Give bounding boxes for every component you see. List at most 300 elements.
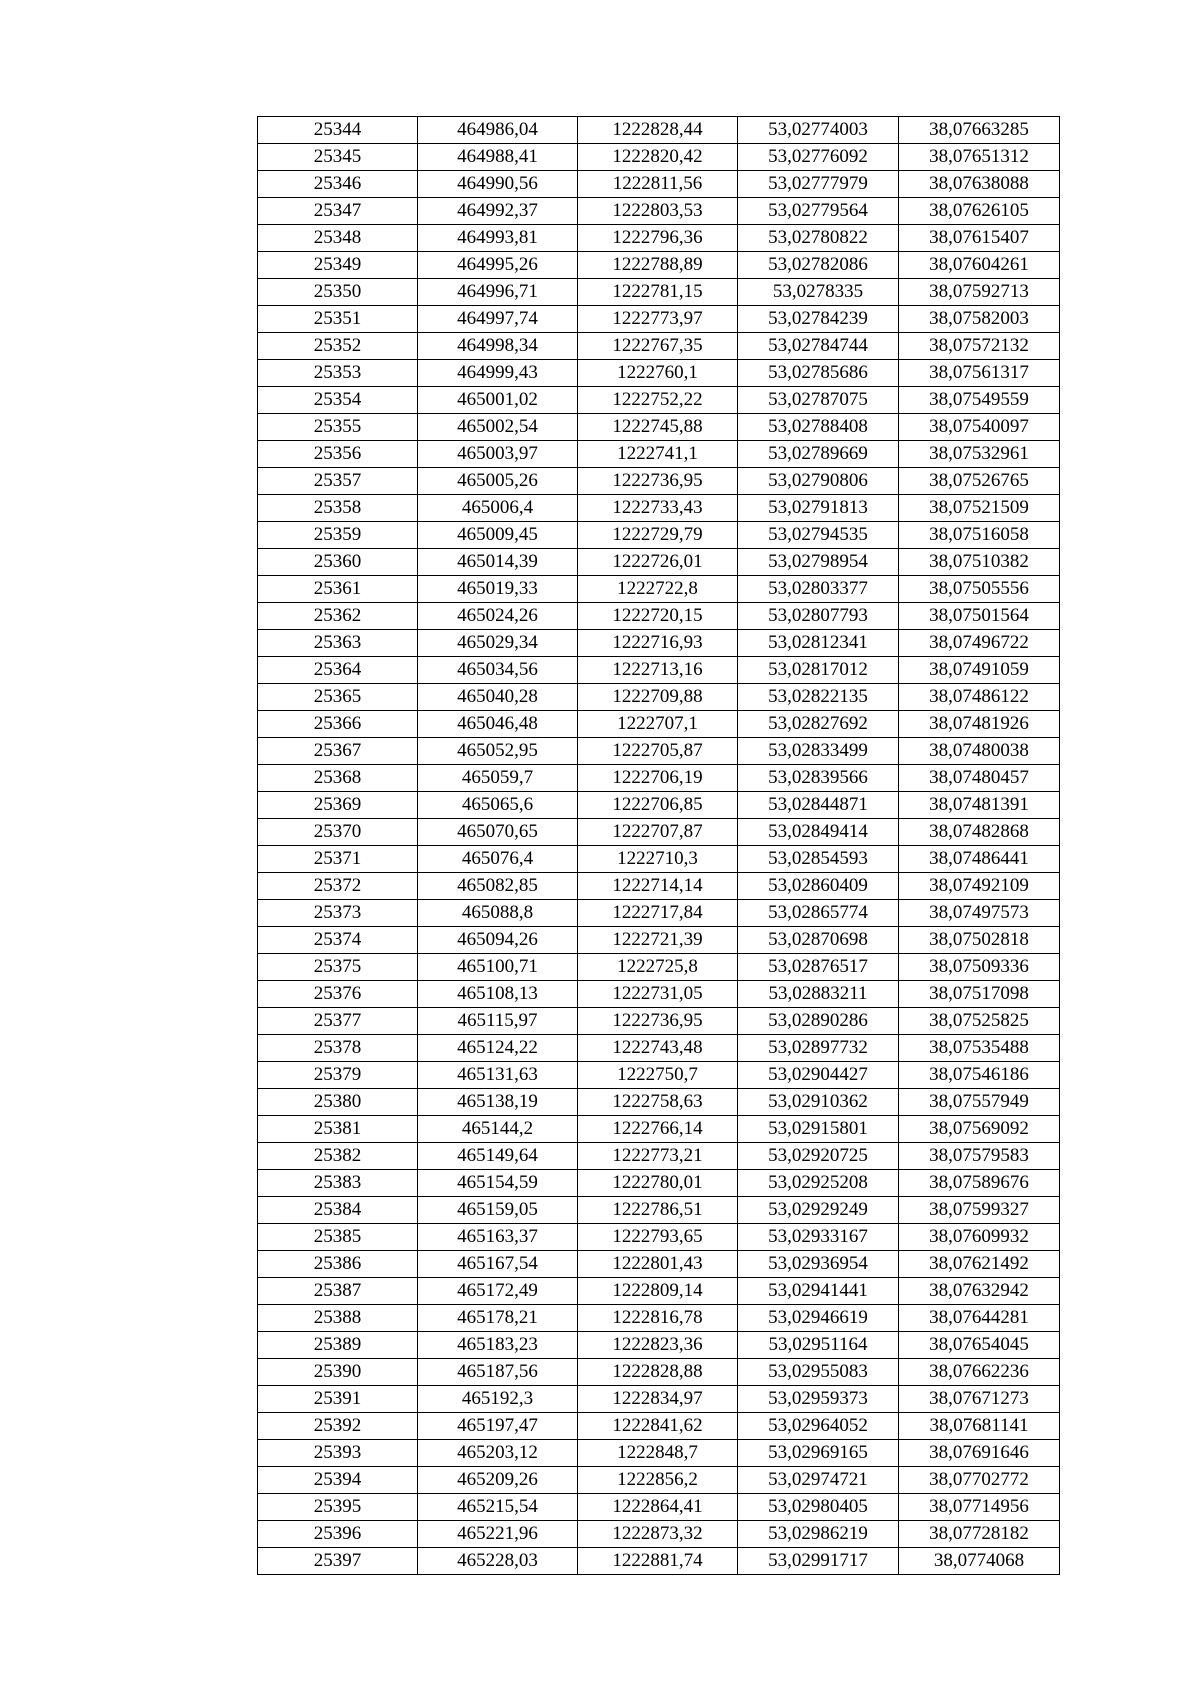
y-coordinate-cell: 1222856,2: [578, 1467, 738, 1494]
x-coordinate-cell: 465052,95: [418, 738, 578, 765]
latitude-cell: 53,02876517: [738, 954, 899, 981]
point-number-cell: 25361: [258, 576, 418, 603]
point-number-cell: 25357: [258, 468, 418, 495]
longitude-cell: 38,07521509: [899, 495, 1060, 522]
x-coordinate-cell: 465002,54: [418, 414, 578, 441]
x-coordinate-cell: 465014,39: [418, 549, 578, 576]
latitude-cell: 53,02904427: [738, 1062, 899, 1089]
point-number-cell: 25393: [258, 1440, 418, 1467]
point-number-cell: 25396: [258, 1521, 418, 1548]
x-coordinate-cell: 464997,74: [418, 306, 578, 333]
point-number-cell: 25360: [258, 549, 418, 576]
longitude-cell: 38,07546186: [899, 1062, 1060, 1089]
longitude-cell: 38,07582003: [899, 306, 1060, 333]
y-coordinate-cell: 1222801,43: [578, 1251, 738, 1278]
x-coordinate-cell: 465187,56: [418, 1359, 578, 1386]
y-coordinate-cell: 1222752,22: [578, 387, 738, 414]
point-number-cell: 25386: [258, 1251, 418, 1278]
longitude-cell: 38,07702772: [899, 1467, 1060, 1494]
y-coordinate-cell: 1222828,44: [578, 117, 738, 144]
x-coordinate-cell: 465065,6: [418, 792, 578, 819]
y-coordinate-cell: 1222743,48: [578, 1035, 738, 1062]
latitude-cell: 53,02787075: [738, 387, 899, 414]
longitude-cell: 38,0774068: [899, 1548, 1060, 1575]
x-coordinate-cell: 465115,97: [418, 1008, 578, 1035]
latitude-cell: 53,02779564: [738, 198, 899, 225]
y-coordinate-cell: 1222823,36: [578, 1332, 738, 1359]
table-row: [258, 1413, 1060, 1440]
x-coordinate-cell: 465144,2: [418, 1116, 578, 1143]
y-coordinate-cell: 1222725,8: [578, 954, 738, 981]
point-number-cell: 25352: [258, 333, 418, 360]
y-coordinate-cell: 1222731,05: [578, 981, 738, 1008]
longitude-cell: 38,07662236: [899, 1359, 1060, 1386]
point-number-cell: 25383: [258, 1170, 418, 1197]
latitude-cell: 53,02803377: [738, 576, 899, 603]
longitude-cell: 38,07549559: [899, 387, 1060, 414]
y-coordinate-cell: 1222741,1: [578, 441, 738, 468]
table-row: [258, 414, 1060, 441]
longitude-cell: 38,07569092: [899, 1116, 1060, 1143]
longitude-cell: 38,07491059: [899, 657, 1060, 684]
point-number-cell: 25366: [258, 711, 418, 738]
x-coordinate-cell: 465215,54: [418, 1494, 578, 1521]
point-number-cell: 25358: [258, 495, 418, 522]
point-number-cell: 25350: [258, 279, 418, 306]
longitude-cell: 38,07626105: [899, 198, 1060, 225]
y-coordinate-cell: 1222709,88: [578, 684, 738, 711]
x-coordinate-cell: 464988,41: [418, 144, 578, 171]
longitude-cell: 38,07592713: [899, 279, 1060, 306]
table-row: [258, 738, 1060, 765]
x-coordinate-cell: 465163,37: [418, 1224, 578, 1251]
y-coordinate-cell: 1222750,7: [578, 1062, 738, 1089]
x-coordinate-cell: 465094,26: [418, 927, 578, 954]
y-coordinate-cell: 1222873,32: [578, 1521, 738, 1548]
latitude-cell: 53,02925208: [738, 1170, 899, 1197]
table-row: [258, 1467, 1060, 1494]
latitude-cell: 53,02774003: [738, 117, 899, 144]
longitude-cell: 38,07492109: [899, 873, 1060, 900]
x-coordinate-cell: 465001,02: [418, 387, 578, 414]
latitude-cell: 53,02812341: [738, 630, 899, 657]
y-coordinate-cell: 1222706,19: [578, 765, 738, 792]
x-coordinate-cell: 465178,21: [418, 1305, 578, 1332]
table-row: [258, 1197, 1060, 1224]
y-coordinate-cell: 1222809,14: [578, 1278, 738, 1305]
y-coordinate-cell: 1222848,7: [578, 1440, 738, 1467]
point-number-cell: 25353: [258, 360, 418, 387]
x-coordinate-cell: 464992,37: [418, 198, 578, 225]
point-number-cell: 25374: [258, 927, 418, 954]
y-coordinate-cell: 1222705,87: [578, 738, 738, 765]
latitude-cell: 53,02798954: [738, 549, 899, 576]
y-coordinate-cell: 1222820,42: [578, 144, 738, 171]
longitude-cell: 38,07502818: [899, 927, 1060, 954]
table-row: [258, 765, 1060, 792]
point-number-cell: 25365: [258, 684, 418, 711]
x-coordinate-cell: 465209,26: [418, 1467, 578, 1494]
longitude-cell: 38,07509336: [899, 954, 1060, 981]
latitude-cell: 53,02964052: [738, 1413, 899, 1440]
point-number-cell: 25368: [258, 765, 418, 792]
longitude-cell: 38,07505556: [899, 576, 1060, 603]
table-row: [258, 1521, 1060, 1548]
longitude-cell: 38,07638088: [899, 171, 1060, 198]
latitude-cell: 53,02870698: [738, 927, 899, 954]
point-number-cell: 25384: [258, 1197, 418, 1224]
longitude-cell: 38,07525825: [899, 1008, 1060, 1035]
table-row: [258, 846, 1060, 873]
point-number-cell: 25345: [258, 144, 418, 171]
y-coordinate-cell: 1222745,88: [578, 414, 738, 441]
point-number-cell: 25356: [258, 441, 418, 468]
latitude-cell: 53,02865774: [738, 900, 899, 927]
longitude-cell: 38,07691646: [899, 1440, 1060, 1467]
latitude-cell: 53,02929249: [738, 1197, 899, 1224]
longitude-cell: 38,07496722: [899, 630, 1060, 657]
y-coordinate-cell: 1222881,74: [578, 1548, 738, 1575]
point-number-cell: 25392: [258, 1413, 418, 1440]
latitude-cell: 53,02777979: [738, 171, 899, 198]
longitude-cell: 38,07517098: [899, 981, 1060, 1008]
x-coordinate-cell: 465203,12: [418, 1440, 578, 1467]
point-number-cell: 25354: [258, 387, 418, 414]
latitude-cell: 53,02959373: [738, 1386, 899, 1413]
x-coordinate-cell: 464999,43: [418, 360, 578, 387]
latitude-cell: 53,02991717: [738, 1548, 899, 1575]
x-coordinate-cell: 465159,05: [418, 1197, 578, 1224]
table-row: [258, 549, 1060, 576]
longitude-cell: 38,07497573: [899, 900, 1060, 927]
longitude-cell: 38,07481391: [899, 792, 1060, 819]
latitude-cell: 53,02784239: [738, 306, 899, 333]
y-coordinate-cell: 1222707,87: [578, 819, 738, 846]
latitude-cell: 53,02780822: [738, 225, 899, 252]
x-coordinate-cell: 465006,4: [418, 495, 578, 522]
latitude-cell: 53,02860409: [738, 873, 899, 900]
table-row: [258, 657, 1060, 684]
x-coordinate-cell: 465076,4: [418, 846, 578, 873]
table-row: [258, 1035, 1060, 1062]
latitude-cell: 53,02936954: [738, 1251, 899, 1278]
point-number-cell: 25347: [258, 198, 418, 225]
point-number-cell: 25394: [258, 1467, 418, 1494]
longitude-cell: 38,07535488: [899, 1035, 1060, 1062]
table-row: [258, 1305, 1060, 1332]
table-row: [258, 117, 1060, 144]
table-row: [258, 1278, 1060, 1305]
table-row: [258, 306, 1060, 333]
table-row: [258, 603, 1060, 630]
table-row: [258, 1440, 1060, 1467]
latitude-cell: 53,02883211: [738, 981, 899, 1008]
point-number-cell: 25364: [258, 657, 418, 684]
latitude-cell: 53,02807793: [738, 603, 899, 630]
table-row: [258, 333, 1060, 360]
latitude-cell: 53,02854593: [738, 846, 899, 873]
table-row: [258, 900, 1060, 927]
y-coordinate-cell: 1222706,85: [578, 792, 738, 819]
table-row: [258, 927, 1060, 954]
longitude-cell: 38,07654045: [899, 1332, 1060, 1359]
table-row: [258, 360, 1060, 387]
longitude-cell: 38,07481926: [899, 711, 1060, 738]
table-row: [258, 1548, 1060, 1575]
longitude-cell: 38,07480038: [899, 738, 1060, 765]
point-number-cell: 25378: [258, 1035, 418, 1062]
table-row: [258, 279, 1060, 306]
point-number-cell: 25395: [258, 1494, 418, 1521]
x-coordinate-cell: 465154,59: [418, 1170, 578, 1197]
table-row: [258, 252, 1060, 279]
y-coordinate-cell: 1222816,78: [578, 1305, 738, 1332]
y-coordinate-cell: 1222803,53: [578, 198, 738, 225]
table-row: [258, 576, 1060, 603]
longitude-cell: 38,07714956: [899, 1494, 1060, 1521]
y-coordinate-cell: 1222710,3: [578, 846, 738, 873]
x-coordinate-cell: 465228,03: [418, 1548, 578, 1575]
point-number-cell: 25367: [258, 738, 418, 765]
table-row: [258, 873, 1060, 900]
point-number-cell: 25355: [258, 414, 418, 441]
latitude-cell: 53,02951164: [738, 1332, 899, 1359]
point-number-cell: 25382: [258, 1143, 418, 1170]
table-row: [258, 387, 1060, 414]
y-coordinate-cell: 1222767,35: [578, 333, 738, 360]
point-number-cell: 25351: [258, 306, 418, 333]
y-coordinate-cell: 1222773,21: [578, 1143, 738, 1170]
x-coordinate-cell: 465019,33: [418, 576, 578, 603]
point-number-cell: 25391: [258, 1386, 418, 1413]
x-coordinate-cell: 465138,19: [418, 1089, 578, 1116]
longitude-cell: 38,07651312: [899, 144, 1060, 171]
point-number-cell: 25388: [258, 1305, 418, 1332]
table-row: [258, 1251, 1060, 1278]
longitude-cell: 38,07561317: [899, 360, 1060, 387]
point-number-cell: 25346: [258, 171, 418, 198]
y-coordinate-cell: 1222780,01: [578, 1170, 738, 1197]
table-row: [258, 1143, 1060, 1170]
latitude-cell: 53,02980405: [738, 1494, 899, 1521]
y-coordinate-cell: 1222707,1: [578, 711, 738, 738]
x-coordinate-cell: 465040,28: [418, 684, 578, 711]
x-coordinate-cell: 465082,85: [418, 873, 578, 900]
latitude-cell: 53,02915801: [738, 1116, 899, 1143]
table-row: [258, 1116, 1060, 1143]
longitude-cell: 38,07681141: [899, 1413, 1060, 1440]
x-coordinate-cell: 465131,63: [418, 1062, 578, 1089]
y-coordinate-cell: 1222786,51: [578, 1197, 738, 1224]
table-row: [258, 1170, 1060, 1197]
longitude-cell: 38,07486441: [899, 846, 1060, 873]
point-number-cell: 25390: [258, 1359, 418, 1386]
x-coordinate-cell: 465221,96: [418, 1521, 578, 1548]
x-coordinate-cell: 465003,97: [418, 441, 578, 468]
longitude-cell: 38,07557949: [899, 1089, 1060, 1116]
longitude-cell: 38,07480457: [899, 765, 1060, 792]
table-row: [258, 711, 1060, 738]
latitude-cell: 53,02785686: [738, 360, 899, 387]
point-number-cell: 25369: [258, 792, 418, 819]
y-coordinate-cell: 1222726,01: [578, 549, 738, 576]
y-coordinate-cell: 1222736,95: [578, 1008, 738, 1035]
latitude-cell: 53,02986219: [738, 1521, 899, 1548]
table-row: [258, 1386, 1060, 1413]
longitude-cell: 38,07526765: [899, 468, 1060, 495]
y-coordinate-cell: 1222811,56: [578, 171, 738, 198]
y-coordinate-cell: 1222717,84: [578, 900, 738, 927]
table-row: [258, 1494, 1060, 1521]
latitude-cell: 53,02788408: [738, 414, 899, 441]
y-coordinate-cell: 1222864,41: [578, 1494, 738, 1521]
longitude-cell: 38,07510382: [899, 549, 1060, 576]
latitude-cell: 53,02910362: [738, 1089, 899, 1116]
latitude-cell: 53,02969165: [738, 1440, 899, 1467]
longitude-cell: 38,07615407: [899, 225, 1060, 252]
x-coordinate-cell: 465005,26: [418, 468, 578, 495]
x-coordinate-cell: 465029,34: [418, 630, 578, 657]
point-number-cell: 25377: [258, 1008, 418, 1035]
table-row: [258, 1224, 1060, 1251]
coordinates-table: [257, 116, 1060, 1575]
point-number-cell: 25387: [258, 1278, 418, 1305]
latitude-cell: 53,02933167: [738, 1224, 899, 1251]
longitude-cell: 38,07579583: [899, 1143, 1060, 1170]
y-coordinate-cell: 1222758,63: [578, 1089, 738, 1116]
latitude-cell: 53,02822135: [738, 684, 899, 711]
table-row: [258, 225, 1060, 252]
y-coordinate-cell: 1222733,43: [578, 495, 738, 522]
longitude-cell: 38,07486122: [899, 684, 1060, 711]
latitude-cell: 53,02955083: [738, 1359, 899, 1386]
x-coordinate-cell: 465034,56: [418, 657, 578, 684]
x-coordinate-cell: 464995,26: [418, 252, 578, 279]
longitude-cell: 38,07644281: [899, 1305, 1060, 1332]
table-row: [258, 1089, 1060, 1116]
point-number-cell: 25372: [258, 873, 418, 900]
y-coordinate-cell: 1222834,97: [578, 1386, 738, 1413]
longitude-cell: 38,07728182: [899, 1521, 1060, 1548]
y-coordinate-cell: 1222788,89: [578, 252, 738, 279]
longitude-cell: 38,07609932: [899, 1224, 1060, 1251]
point-number-cell: 25379: [258, 1062, 418, 1089]
x-coordinate-cell: 465070,65: [418, 819, 578, 846]
point-number-cell: 25348: [258, 225, 418, 252]
table-row: [258, 468, 1060, 495]
latitude-cell: 53,02790806: [738, 468, 899, 495]
y-coordinate-cell: 1222796,36: [578, 225, 738, 252]
y-coordinate-cell: 1222828,88: [578, 1359, 738, 1386]
latitude-cell: 53,02897732: [738, 1035, 899, 1062]
x-coordinate-cell: 464996,71: [418, 279, 578, 306]
longitude-cell: 38,07532961: [899, 441, 1060, 468]
latitude-cell: 53,02784744: [738, 333, 899, 360]
longitude-cell: 38,07540097: [899, 414, 1060, 441]
y-coordinate-cell: 1222841,62: [578, 1413, 738, 1440]
x-coordinate-cell: 465024,26: [418, 603, 578, 630]
point-number-cell: 25375: [258, 954, 418, 981]
table-row: [258, 198, 1060, 225]
point-number-cell: 25385: [258, 1224, 418, 1251]
longitude-cell: 38,07671273: [899, 1386, 1060, 1413]
longitude-cell: 38,07621492: [899, 1251, 1060, 1278]
y-coordinate-cell: 1222729,79: [578, 522, 738, 549]
longitude-cell: 38,07572132: [899, 333, 1060, 360]
x-coordinate-cell: 464986,04: [418, 117, 578, 144]
longitude-cell: 38,07589676: [899, 1170, 1060, 1197]
table-row: [258, 441, 1060, 468]
y-coordinate-cell: 1222720,15: [578, 603, 738, 630]
x-coordinate-cell: 465046,48: [418, 711, 578, 738]
longitude-cell: 38,07516058: [899, 522, 1060, 549]
table-row: [258, 1062, 1060, 1089]
point-number-cell: 25349: [258, 252, 418, 279]
y-coordinate-cell: 1222793,65: [578, 1224, 738, 1251]
table-row: [258, 684, 1060, 711]
table-row: [258, 1359, 1060, 1386]
point-number-cell: 25380: [258, 1089, 418, 1116]
y-coordinate-cell: 1222773,97: [578, 306, 738, 333]
x-coordinate-cell: 465192,3: [418, 1386, 578, 1413]
table-row: [258, 819, 1060, 846]
latitude-cell: 53,02827692: [738, 711, 899, 738]
latitude-cell: 53,02791813: [738, 495, 899, 522]
table-row: [258, 792, 1060, 819]
table-row: [258, 954, 1060, 981]
x-coordinate-cell: 465172,49: [418, 1278, 578, 1305]
longitude-cell: 38,07599327: [899, 1197, 1060, 1224]
latitude-cell: 53,02844871: [738, 792, 899, 819]
point-number-cell: 25389: [258, 1332, 418, 1359]
x-coordinate-cell: 465100,71: [418, 954, 578, 981]
table-row: [258, 495, 1060, 522]
y-coordinate-cell: 1222760,1: [578, 360, 738, 387]
point-number-cell: 25397: [258, 1548, 418, 1575]
longitude-cell: 38,07501564: [899, 603, 1060, 630]
table-row: [258, 630, 1060, 657]
longitude-cell: 38,07604261: [899, 252, 1060, 279]
latitude-cell: 53,02776092: [738, 144, 899, 171]
latitude-cell: 53,02839566: [738, 765, 899, 792]
point-number-cell: 25344: [258, 117, 418, 144]
x-coordinate-cell: 465167,54: [418, 1251, 578, 1278]
y-coordinate-cell: 1222716,93: [578, 630, 738, 657]
x-coordinate-cell: 465197,47: [418, 1413, 578, 1440]
longitude-cell: 38,07632942: [899, 1278, 1060, 1305]
y-coordinate-cell: 1222714,14: [578, 873, 738, 900]
point-number-cell: 25371: [258, 846, 418, 873]
y-coordinate-cell: 1222736,95: [578, 468, 738, 495]
y-coordinate-cell: 1222713,16: [578, 657, 738, 684]
x-coordinate-cell: 465183,23: [418, 1332, 578, 1359]
latitude-cell: 53,02941441: [738, 1278, 899, 1305]
latitude-cell: 53,02920725: [738, 1143, 899, 1170]
point-number-cell: 25363: [258, 630, 418, 657]
x-coordinate-cell: 465124,22: [418, 1035, 578, 1062]
table-row: [258, 1008, 1060, 1035]
x-coordinate-cell: 465059,7: [418, 765, 578, 792]
coordinates-table-body: [258, 117, 1060, 1575]
point-number-cell: 25381: [258, 1116, 418, 1143]
table-row: [258, 522, 1060, 549]
x-coordinate-cell: 465009,45: [418, 522, 578, 549]
x-coordinate-cell: 464990,56: [418, 171, 578, 198]
latitude-cell: 53,0278335: [738, 279, 899, 306]
y-coordinate-cell: 1222781,15: [578, 279, 738, 306]
latitude-cell: 53,02833499: [738, 738, 899, 765]
y-coordinate-cell: 1222766,14: [578, 1116, 738, 1143]
